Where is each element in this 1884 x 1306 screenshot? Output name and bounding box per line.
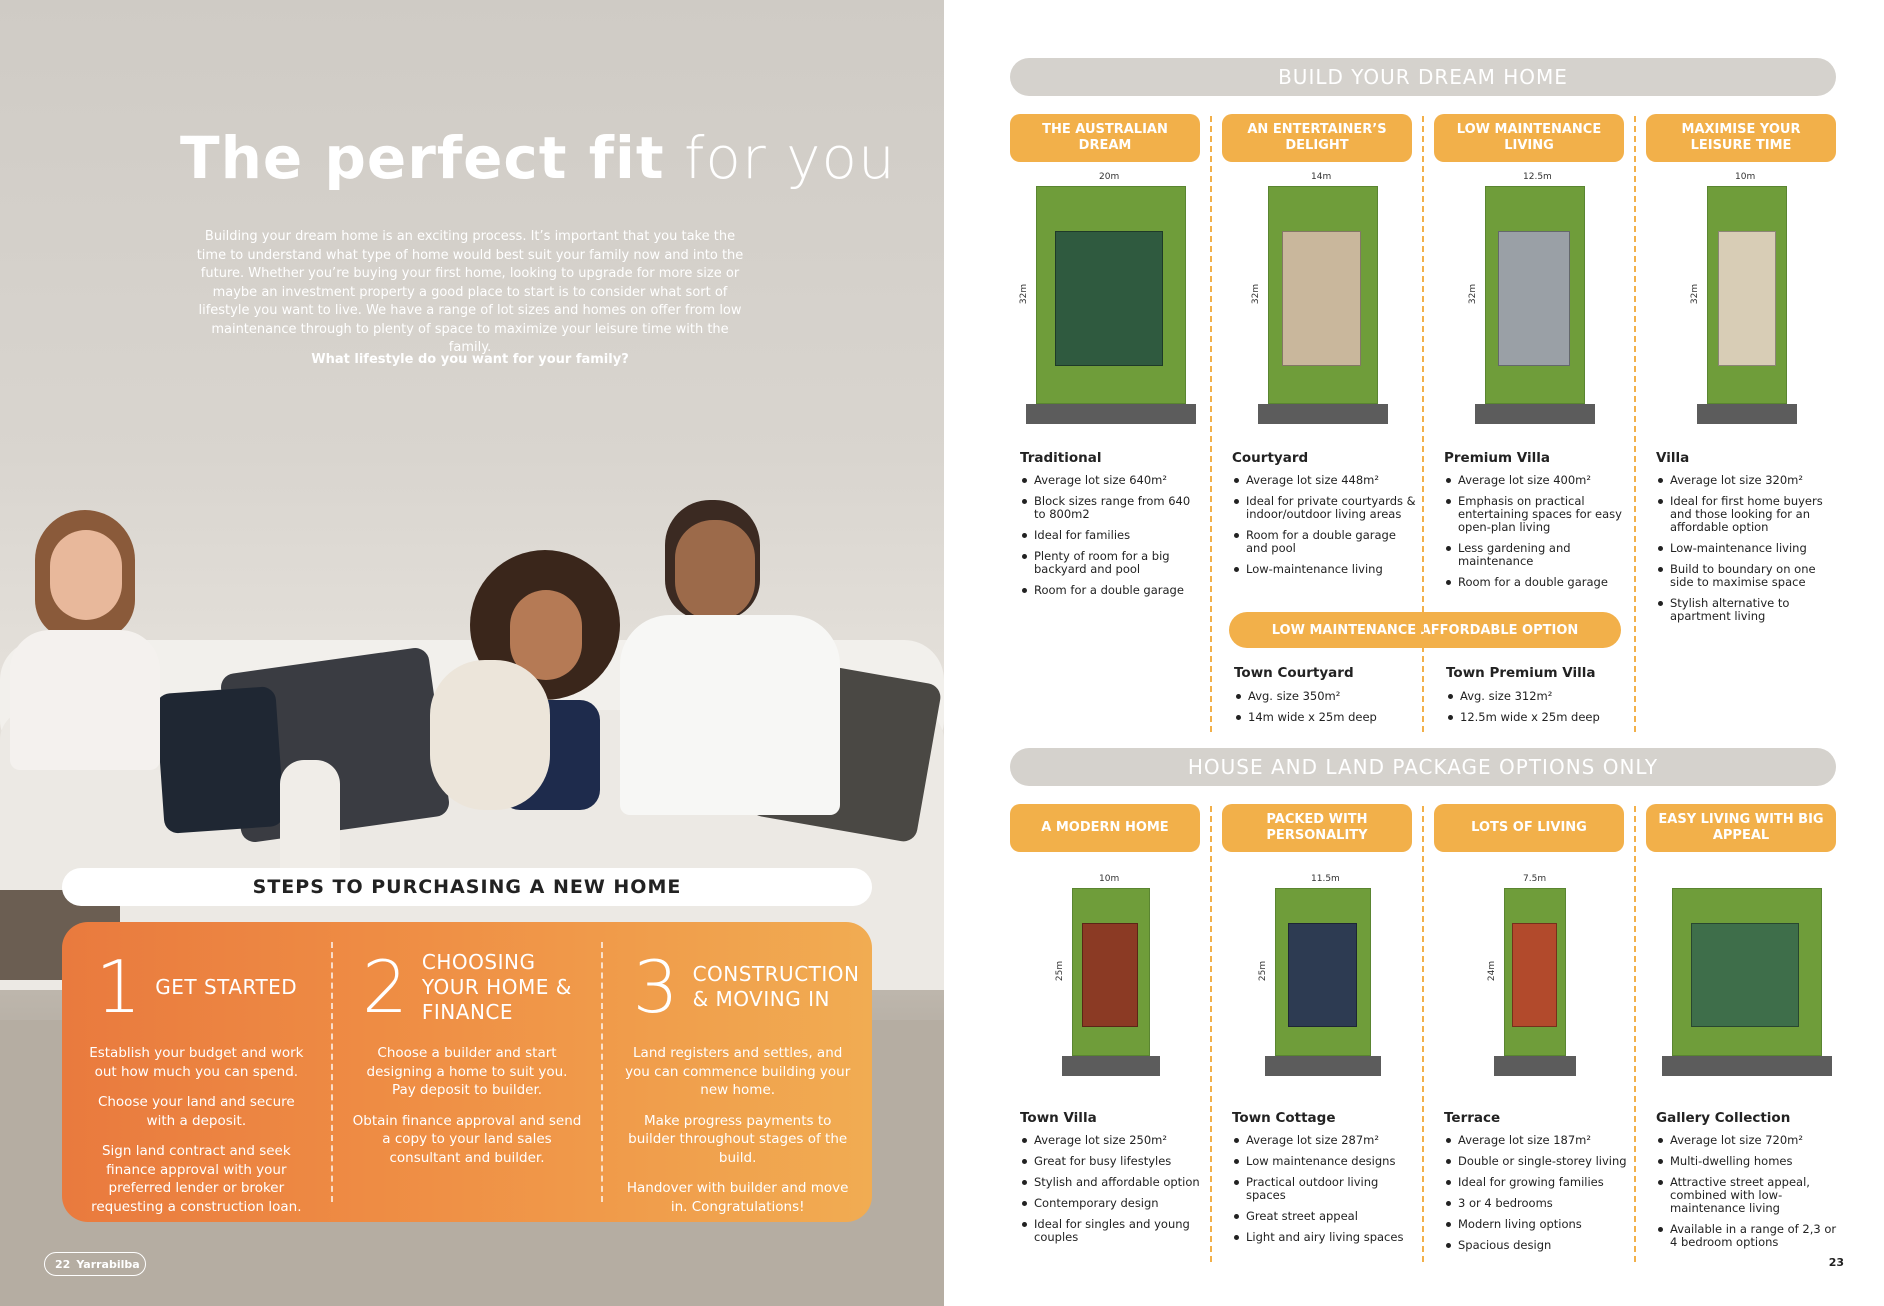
home-type-tag: PACKED WITH PERSONALITY — [1222, 804, 1412, 852]
home-type-tag: MAXIMISE YOUR LEISURE TIME — [1646, 114, 1836, 162]
list-item: 3 or 4 bedrooms — [1444, 1197, 1628, 1210]
affordable-option-bar: LOW MAINTENANCE AFFORDABLE OPTION — [1229, 612, 1621, 648]
page-number: 22 — [55, 1257, 71, 1271]
site-plan — [1036, 186, 1186, 404]
list-item: Average lot size 287m² — [1232, 1134, 1416, 1147]
list-item: 12.5m wide x 25m deep — [1446, 711, 1636, 724]
column-divider — [1634, 806, 1636, 1262]
list-item: Ideal for families — [1020, 529, 1204, 542]
step-text: Make progress payments to builder throughout stages of the build. — [628, 1112, 848, 1166]
right-page — [944, 0, 1884, 1306]
lot-width-label: 10m — [1099, 874, 1120, 884]
street — [1258, 404, 1388, 424]
list-item: Average lot size 640m² — [1020, 474, 1204, 487]
list-item: Great street appeal — [1232, 1210, 1416, 1223]
section-house-land: HOUSE AND LAND PACKAGE OPTIONS ONLY — [1010, 748, 1836, 786]
home-name: Town Cottage — [1232, 1110, 1336, 1126]
step-text: Land registers and settles, and you can commence building your new home. — [625, 1045, 851, 1098]
step-title: CHOOSING YOUR HOME & FINANCE — [421, 949, 572, 1024]
title-bold: The perfect fit — [180, 124, 665, 192]
home-name: Premium Villa — [1444, 450, 1550, 466]
home-type-tag: THE AUSTRALIAN DREAM — [1010, 114, 1200, 162]
list-item: Average lot size 320m² — [1656, 474, 1840, 487]
list-item: Double or single-storey living — [1444, 1155, 1628, 1168]
list-item: Practical outdoor living spaces — [1232, 1176, 1416, 1202]
section-build-dream-home: BUILD YOUR DREAM HOME — [1010, 58, 1836, 96]
intro-text: Building your dream home is an exciting process. It’s important that you take the time to understand what type of home would best suit your family now and into the future. Whether you’re buying your first home, looking to upgrade for more size or maybe an investment property a good place to start is to consider what sort of lifestyle you want to live. We have a range of lot sizes and homes on offer from low maintenance through to plenty of space to maximize your leisure time with the family. — [196, 229, 744, 355]
house-roof — [1691, 923, 1799, 1027]
list-item: Build to boundary on one side to maximise space — [1656, 563, 1840, 589]
house-roof — [1082, 923, 1138, 1027]
list-item: Block sizes range from 640 to 800m2 — [1020, 495, 1204, 521]
step-text: Obtain finance approval and send a copy to your land sales consultant and builder. — [352, 1112, 582, 1166]
features-list — [1020, 474, 1204, 605]
step-title: GET STARTED — [155, 974, 298, 999]
list-item: Average lot size 250m² — [1020, 1134, 1204, 1147]
lot-depth-label: 25m — [1055, 960, 1066, 982]
list-item: Attractive street appeal, combined with low-maintenance living — [1656, 1176, 1840, 1215]
intro-question: What lifestyle do you want for your family? — [311, 352, 629, 367]
list-item: Low-maintenance living — [1656, 542, 1840, 555]
features-list — [1232, 1134, 1416, 1252]
site-plan — [1072, 888, 1150, 1056]
home-name: Town Premium Villa — [1446, 665, 1596, 681]
lot-depth-label: 24m — [1487, 960, 1498, 982]
list-item: Low maintenance designs — [1232, 1155, 1416, 1168]
list-item: Contemporary design — [1020, 1197, 1204, 1210]
list-item: Room for a double garage — [1020, 584, 1204, 597]
step-text: Handover with builder and move in. Congratulations! — [626, 1180, 849, 1215]
list-item: Stylish and affordable option — [1020, 1176, 1204, 1189]
step-number: 1 — [95, 945, 142, 1029]
affordable-list-1 — [1234, 690, 1424, 732]
list-item: Available in a range of 2,3 or 4 bedroom options — [1656, 1223, 1840, 1249]
lot-width-label: 11.5m — [1311, 874, 1340, 884]
street — [1475, 404, 1595, 424]
list-item: Stylish alternative to apartment living — [1656, 597, 1840, 623]
page-number-right: 23 — [1828, 1256, 1844, 1269]
step-3 — [603, 942, 872, 1215]
list-item: Less gardening and maintenance — [1444, 542, 1628, 568]
step-text: Choose a builder and start designing a home to suit you. Pay deposit to builder. — [366, 1045, 568, 1098]
house-roof — [1282, 231, 1361, 366]
features-list — [1232, 474, 1416, 584]
step-text: Sign land contract and seek finance approval with your preferred lender or broker requesting a construction loan. — [91, 1143, 302, 1215]
site-plan — [1707, 186, 1787, 404]
home-name: Courtyard — [1232, 450, 1309, 466]
house-roof — [1498, 231, 1570, 366]
site-plan — [1485, 186, 1585, 404]
lot-width-label: 14m — [1311, 172, 1332, 182]
street — [1494, 1056, 1576, 1076]
home-name: Traditional — [1020, 450, 1102, 466]
home-name: Town Villa — [1020, 1110, 1097, 1126]
step-1 — [62, 942, 333, 1215]
lot-depth-label: 32m — [1690, 283, 1701, 305]
list-item: Low-maintenance living — [1232, 563, 1416, 576]
list-item: 14m wide x 25m deep — [1234, 711, 1424, 724]
column-divider — [1422, 806, 1424, 1262]
home-type-tag: AN ENTERTAINER’S DELIGHT — [1222, 114, 1412, 162]
home-name: Villa — [1656, 450, 1690, 466]
list-item: Average lot size 187m² — [1444, 1134, 1628, 1147]
list-item: Ideal for growing families — [1444, 1176, 1628, 1189]
house-roof — [1055, 231, 1163, 366]
home-type-tag: A MODERN HOME — [1010, 804, 1200, 852]
home-name: Gallery Collection — [1656, 1110, 1791, 1126]
step-number: 3 — [632, 945, 679, 1029]
column-divider — [1210, 116, 1212, 732]
features-list — [1444, 1134, 1628, 1260]
street — [1062, 1056, 1160, 1076]
column-divider — [1422, 116, 1424, 732]
lot-width-label: 10m — [1735, 172, 1756, 182]
steps-panel — [62, 922, 872, 1222]
page-title — [180, 124, 896, 192]
list-item: Ideal for first home buyers and those looking for an affordable option — [1656, 495, 1840, 534]
house-roof — [1512, 923, 1557, 1027]
list-item: Room for a double garage and pool — [1232, 529, 1416, 555]
lot-depth-label: 25m — [1258, 960, 1269, 982]
affordable-list-2 — [1446, 690, 1636, 732]
home-type-tag: EASY LIVING WITH BIG APPEAL — [1646, 804, 1836, 852]
list-item: Emphasis on practical entertaining spaces for easy open-plan living — [1444, 495, 1628, 534]
step-2 — [333, 942, 604, 1202]
house-roof — [1718, 231, 1776, 366]
list-item: Ideal for private courtyards & indoor/outdoor living areas — [1232, 495, 1416, 521]
list-item: Light and airy living spaces — [1232, 1231, 1416, 1244]
features-list — [1020, 1134, 1204, 1252]
home-type-tag: LOTS OF LIVING — [1434, 804, 1624, 852]
step-title: CONSTRUCTION & MOVING IN — [692, 962, 860, 1011]
steps-title: STEPS TO PURCHASING A NEW HOME — [62, 868, 872, 906]
lot-depth-label: 32m — [1019, 283, 1030, 305]
street — [1662, 1056, 1832, 1076]
site-plan — [1268, 186, 1378, 404]
list-item: Great for busy lifestyles — [1020, 1155, 1204, 1168]
features-list — [1656, 1134, 1840, 1257]
list-item: Ideal for singles and young couples — [1020, 1218, 1204, 1244]
list-item: Room for a double garage — [1444, 576, 1628, 589]
home-type-tag: LOW MAINTENANCE LIVING — [1434, 114, 1624, 162]
street — [1026, 404, 1196, 424]
list-item: Modern living options — [1444, 1218, 1628, 1231]
house-roof — [1288, 923, 1357, 1027]
lot-depth-label: 32m — [1251, 283, 1262, 305]
page-label: Yarrabilba — [76, 1257, 140, 1271]
list-item: Average lot size 448m² — [1232, 474, 1416, 487]
street — [1265, 1056, 1381, 1076]
list-item: Avg. size 312m² — [1446, 690, 1636, 703]
step-text: Establish your budget and work out how much you can spend. — [89, 1045, 304, 1080]
site-plan — [1672, 888, 1822, 1056]
street — [1697, 404, 1797, 424]
lot-width-label: 12.5m — [1523, 172, 1552, 182]
column-divider — [1634, 116, 1636, 732]
lot-width-label: 7.5m — [1523, 874, 1547, 884]
lot-width-label: 20m — [1099, 172, 1120, 182]
step-text: Choose your land and secure with a deposit. — [97, 1094, 295, 1129]
column-divider — [1210, 806, 1212, 1262]
features-list — [1656, 474, 1840, 631]
page-number-left — [44, 1252, 146, 1276]
list-item: Avg. size 350m² — [1234, 690, 1424, 703]
title-light: for you — [684, 124, 896, 192]
list-item: Multi-dwelling homes — [1656, 1155, 1840, 1168]
lot-depth-label: 32m — [1468, 283, 1479, 305]
list-item: Plenty of room for a big backyard and pool — [1020, 550, 1204, 576]
site-plan — [1504, 888, 1566, 1056]
features-list — [1444, 474, 1628, 597]
list-item: Spacious design — [1444, 1239, 1628, 1252]
home-name: Town Courtyard — [1234, 665, 1354, 681]
site-plan — [1275, 888, 1371, 1056]
home-name: Terrace — [1444, 1110, 1501, 1126]
step-number: 2 — [362, 945, 408, 1029]
list-item: Average lot size 400m² — [1444, 474, 1628, 487]
list-item: Average lot size 720m² — [1656, 1134, 1840, 1147]
